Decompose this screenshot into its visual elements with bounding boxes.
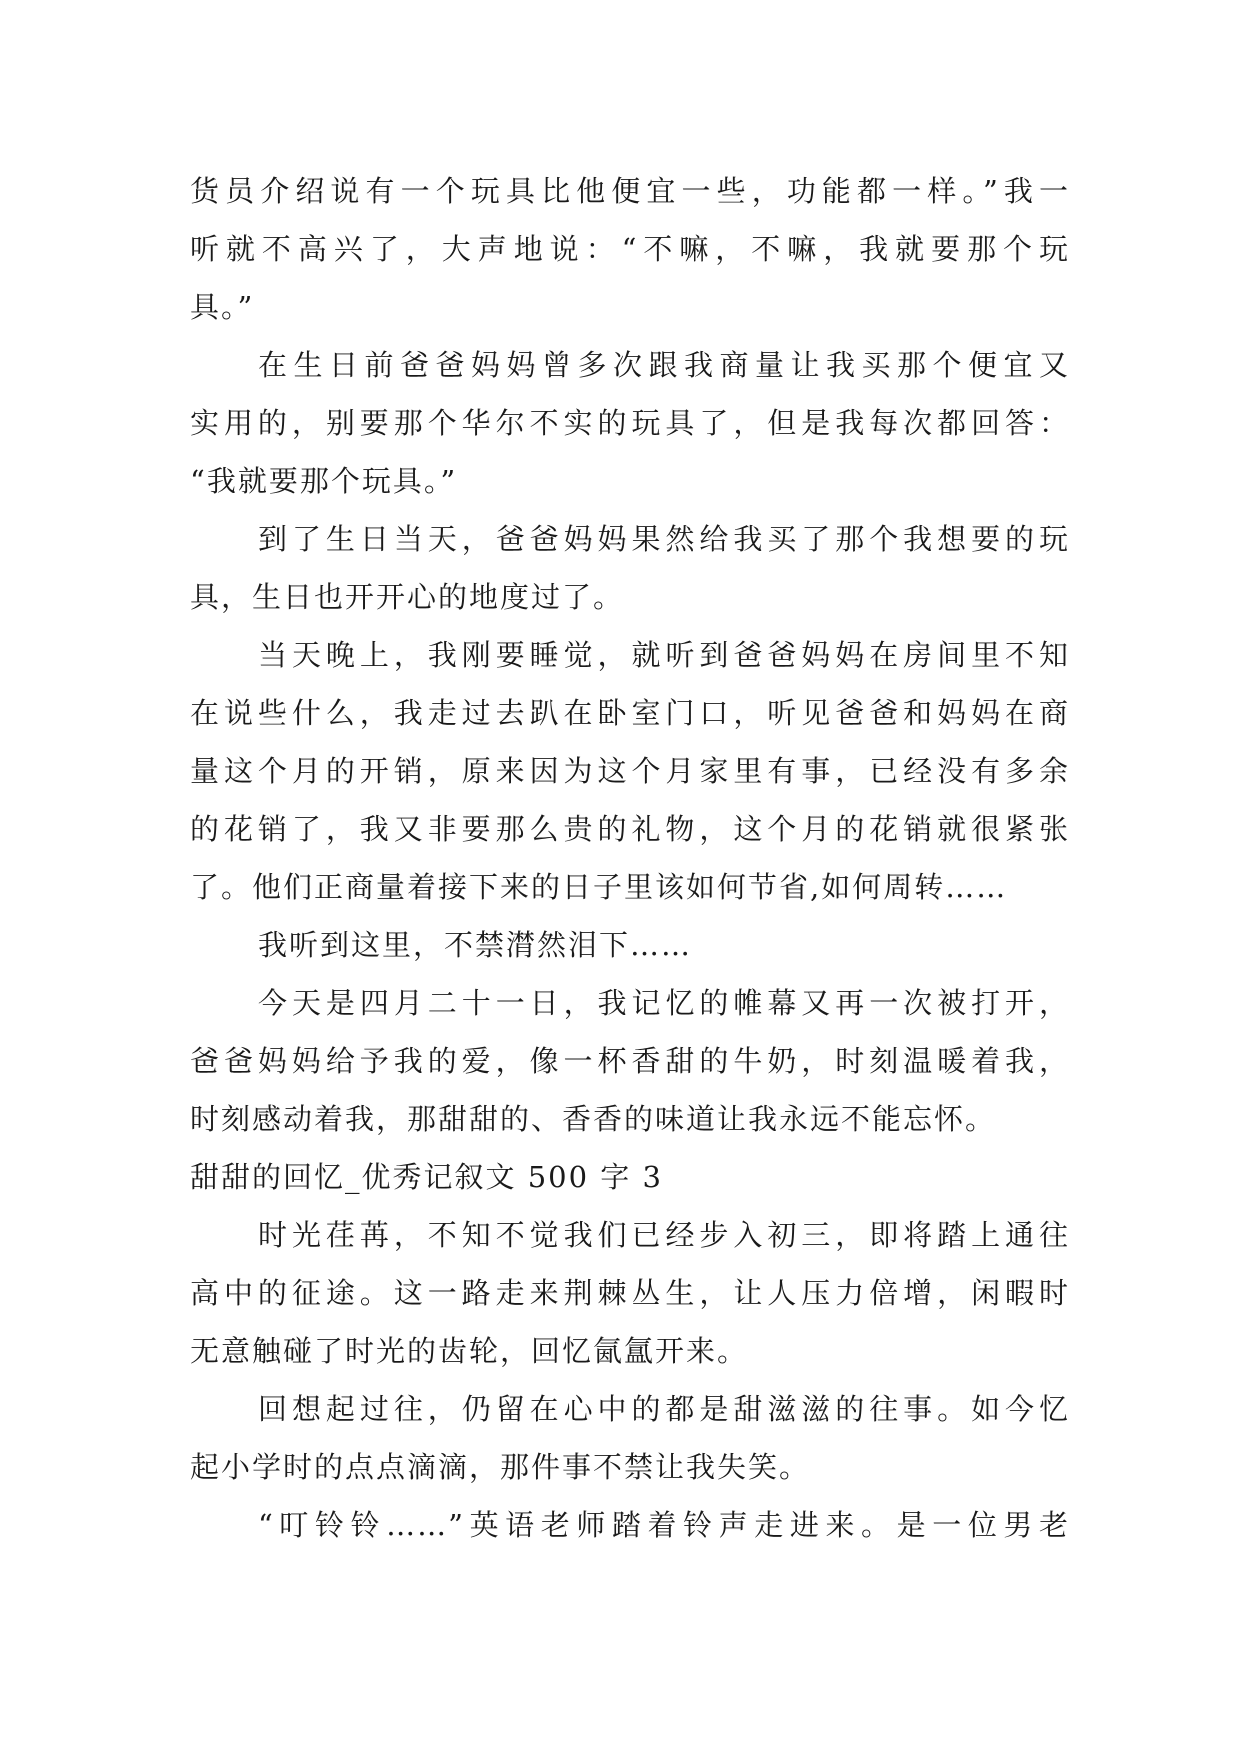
text-line: 高中的征途。这一路走来荆棘丛生，让人压力倍增，闲暇时 [190, 1276, 1070, 1310]
text-line: 具，生日也开开心的地度过了。 [190, 580, 625, 614]
text-line: 听就不高兴了，大声地说：“不嘛，不嘛，我就要那个玩 [190, 232, 1070, 266]
text-line: 回想起过往，仍留在心中的都是甜滋滋的往事。如今忆 [258, 1392, 1070, 1426]
text-line: 无意触碰了时光的齿轮，回忆氤氲开来。 [190, 1334, 749, 1368]
text-line: 当天晚上，我刚要睡觉，就听到爸爸妈妈在房间里不知 [258, 638, 1070, 672]
text-line: 时光荏苒，不知不觉我们已经步入初三，即将踏上通往 [258, 1218, 1070, 1252]
text-line: 爸爸妈妈给予我的爱，像一杯香甜的牛奶，时刻温暖着我， [190, 1044, 1070, 1078]
text-line: 实用的，别要那个华尔不实的玩具了，但是我每次都回答： [190, 406, 1070, 440]
text-line: 到了生日当天，爸爸妈妈果然给我买了那个我想要的玩 [258, 522, 1070, 556]
text-line: 时刻感动着我，那甜甜的、香香的味道让我永远不能忘怀。 [190, 1102, 997, 1136]
text-line: 货员介绍说有一个玩具比他便宜一些，功能都一样。”我一 [190, 174, 1070, 208]
text-line: “叮铃铃……”英语老师踏着铃声走进来。是一位男老 [258, 1508, 1070, 1542]
text-line: 在说些什么，我走过去趴在卧室门口，听见爸爸和妈妈在商 [190, 696, 1070, 730]
text-line: 的花销了，我又非要那么贵的礼物，这个月的花销就很紧张 [190, 812, 1070, 846]
text-line: 了。他们正商量着接下来的日子里该如何节省,如何周转…… [190, 870, 1008, 904]
document-body [190, 162, 1070, 1554]
text-line: 起小学时的点点滴滴，那件事不禁让我失笑。 [190, 1450, 811, 1484]
text-line: 我听到这里，不禁潸然泪下…… [258, 928, 693, 962]
text-line: 具。” [190, 290, 255, 324]
text-line: 在生日前爸爸妈妈曾多次跟我商量让我买那个便宜又 [258, 348, 1070, 382]
text-line: 甜甜的回忆_优秀记叙文 500 字 3 [190, 1160, 663, 1194]
text-line: 量这个月的开销，原来因为这个月家里有事，已经没有多余 [190, 754, 1070, 788]
text-line: 今天是四月二十一日，我记忆的帷幕又再一次被打开， [258, 986, 1070, 1020]
text-line: “我就要那个玩具。” [190, 464, 458, 498]
